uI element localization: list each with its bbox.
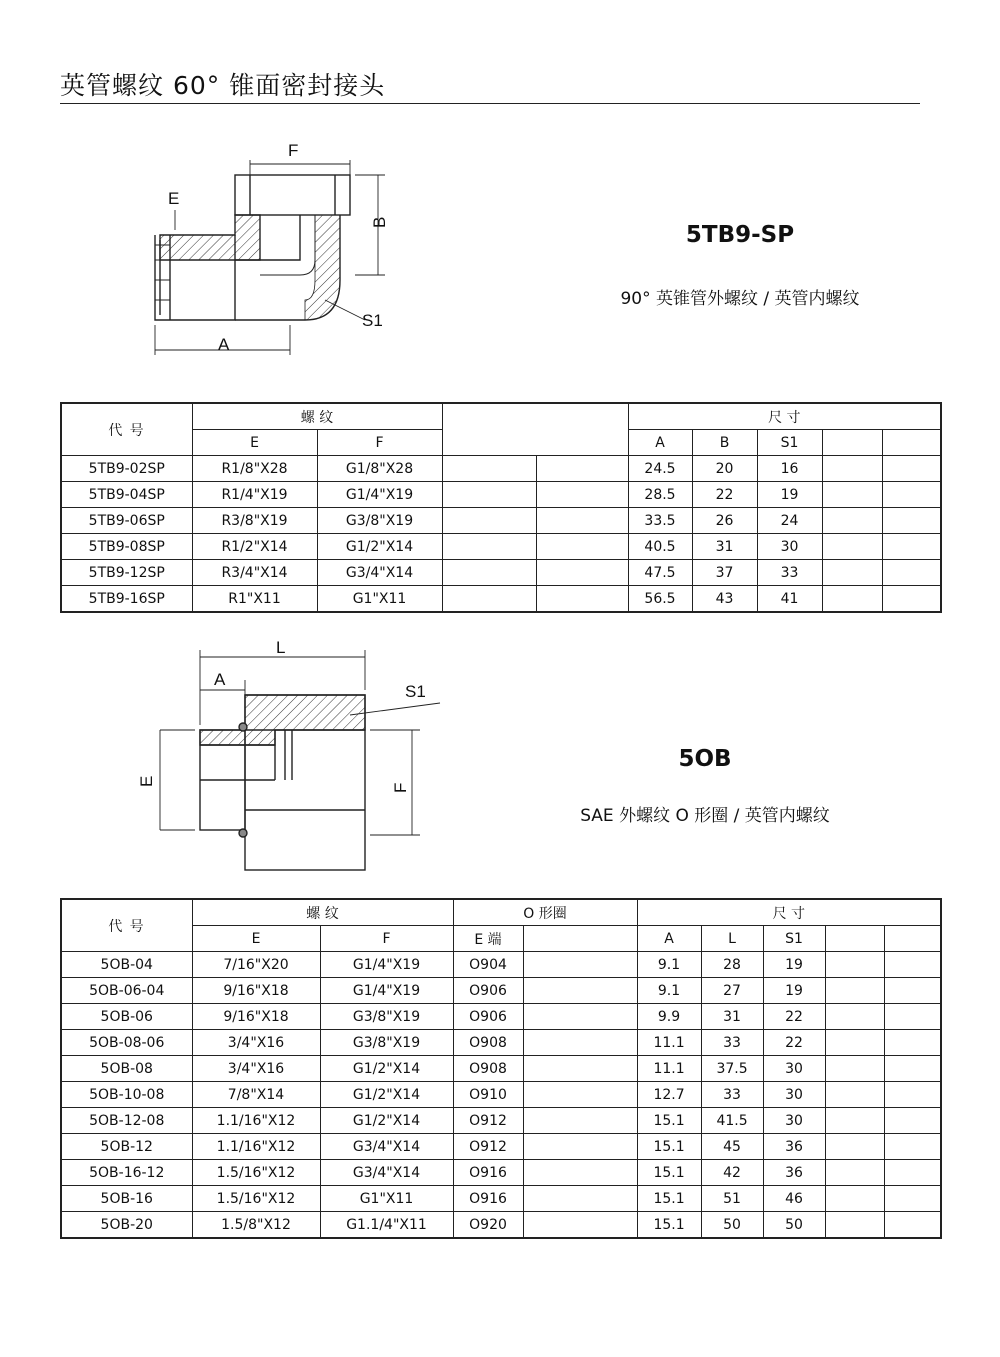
cell-oring: O920	[453, 1212, 523, 1239]
cell-e: 1.5/16"X12	[192, 1160, 320, 1186]
cell-a: 33.5	[628, 508, 692, 534]
cell-f: G1.1/4"X11	[320, 1212, 453, 1239]
col-header-e-end: E 端	[453, 926, 523, 952]
col-header-f: F	[320, 926, 453, 952]
cell-oring: O906	[453, 978, 523, 1004]
cell-a: 11.1	[637, 1056, 701, 1082]
cell-e: R1/4"X19	[192, 482, 317, 508]
cell-f: G3/8"X19	[320, 1004, 453, 1030]
table-row	[61, 1030, 941, 1056]
cell-s1: 22	[763, 1030, 825, 1056]
table-row	[61, 1212, 941, 1239]
cell-oring: O906	[453, 1004, 523, 1030]
code-header: 代 号	[61, 403, 192, 456]
cell-code: 5OB-10-08	[61, 1082, 192, 1108]
cell-f: G1/4"X19	[320, 978, 453, 1004]
cell-code: 5TB9-06SP	[61, 508, 192, 534]
cell-f: G3/8"X19	[317, 508, 442, 534]
cell-f: G1/2"X14	[320, 1108, 453, 1134]
cell-s1: 36	[763, 1134, 825, 1160]
cell-s1: 22	[763, 1004, 825, 1030]
cell-a: 15.1	[637, 1186, 701, 1212]
dim-b-label: B	[370, 216, 389, 228]
table-row	[61, 1108, 941, 1134]
table-row	[61, 586, 941, 613]
cell-f: G3/4"X14	[320, 1134, 453, 1160]
cell-f: G3/8"X19	[320, 1030, 453, 1056]
empty-header	[442, 403, 628, 456]
cell-e: 9/16"X18	[192, 1004, 320, 1030]
cell-e: R1/8"X28	[192, 456, 317, 482]
cell-a: 28.5	[628, 482, 692, 508]
cell-code: 5OB-16-12	[61, 1160, 192, 1186]
cell-code: 5OB-16	[61, 1186, 192, 1212]
cell-a: 15.1	[637, 1108, 701, 1134]
cell-oring: O908	[453, 1056, 523, 1082]
cell-oring: O916	[453, 1186, 523, 1212]
table-row	[61, 560, 941, 586]
cell-l: 28	[701, 952, 763, 978]
col-header-f: F	[317, 430, 442, 456]
cell-oring: O916	[453, 1160, 523, 1186]
cell-code: 5TB9-16SP	[61, 586, 192, 613]
size-header: 尺 寸	[637, 899, 941, 926]
cell-e: 7/16"X20	[192, 952, 320, 978]
col-header-e: E	[192, 926, 320, 952]
cell-code: 5TB9-12SP	[61, 560, 192, 586]
cell-e: 1.5/8"X12	[192, 1212, 320, 1239]
cell-f: G1/4"X19	[320, 952, 453, 978]
cell-s1: 46	[763, 1186, 825, 1212]
cell-f: G1/2"X14	[317, 534, 442, 560]
cell-b: 20	[692, 456, 757, 482]
cell-code: 5OB-06	[61, 1004, 192, 1030]
adapter-fitting-drawing	[130, 635, 450, 875]
cell-a: 9.1	[637, 952, 701, 978]
dim-s1-label: S1	[362, 311, 383, 330]
model-name-5ob: 5OB	[678, 746, 732, 772]
cell-l: 33	[701, 1030, 763, 1056]
cell-a: 11.1	[637, 1030, 701, 1056]
cell-a: 15.1	[637, 1134, 701, 1160]
cell-oring: O912	[453, 1108, 523, 1134]
dim-a-label: A	[214, 670, 226, 689]
cell-s1: 19	[763, 952, 825, 978]
cell-a: 24.5	[628, 456, 692, 482]
cell-f: G1"X11	[317, 586, 442, 613]
elbow-fitting-drawing	[140, 140, 410, 365]
dim-f-label: F	[288, 141, 299, 160]
cell-l: 50	[701, 1212, 763, 1239]
table-row	[61, 952, 941, 978]
cell-a: 40.5	[628, 534, 692, 560]
cell-s1: 19	[763, 978, 825, 1004]
table-row	[61, 1056, 941, 1082]
cell-e: 9/16"X18	[192, 978, 320, 1004]
table-row	[61, 508, 941, 534]
cell-l: 42	[701, 1160, 763, 1186]
cell-l: 33	[701, 1082, 763, 1108]
cell-f: G3/4"X14	[317, 560, 442, 586]
cell-a: 12.7	[637, 1082, 701, 1108]
cell-e: R1/2"X14	[192, 534, 317, 560]
cell-code: 5OB-12	[61, 1134, 192, 1160]
dim-s1-label: S1	[405, 682, 426, 701]
cell-oring: O912	[453, 1134, 523, 1160]
spec-table-5ob	[60, 898, 942, 1239]
dim-f-label: F	[391, 782, 410, 793]
col-header-l: L	[701, 926, 763, 952]
cell-b: 37	[692, 560, 757, 586]
cell-f: G3/4"X14	[320, 1160, 453, 1186]
table-row	[61, 482, 941, 508]
col-header-b: B	[692, 430, 757, 456]
col-header-s1: S1	[763, 926, 825, 952]
cell-f: G1/2"X14	[320, 1056, 453, 1082]
cell-s1: 24	[757, 508, 822, 534]
cell-s1: 36	[763, 1160, 825, 1186]
thread-header: 螺 纹	[192, 403, 442, 430]
cell-s1: 16	[757, 456, 822, 482]
cell-a: 15.1	[637, 1212, 701, 1239]
cell-e: 1.1/16"X12	[192, 1108, 320, 1134]
cell-a: 9.9	[637, 1004, 701, 1030]
table-row	[61, 1186, 941, 1212]
cell-l: 27	[701, 978, 763, 1004]
table-row	[61, 978, 941, 1004]
cell-e: 7/8"X14	[192, 1082, 320, 1108]
dim-e-label: E	[137, 775, 156, 787]
cell-e: 3/4"X16	[192, 1056, 320, 1082]
cell-e: R3/4"X14	[192, 560, 317, 586]
cell-s1: 41	[757, 586, 822, 613]
cell-l: 45	[701, 1134, 763, 1160]
col-header-s1: S1	[757, 430, 822, 456]
cell-b: 43	[692, 586, 757, 613]
cell-e: R3/8"X19	[192, 508, 317, 534]
table-row	[61, 456, 941, 482]
cell-f: G1/8"X28	[317, 456, 442, 482]
cell-b: 26	[692, 508, 757, 534]
dim-e-label: E	[168, 189, 180, 208]
cell-a: 9.1	[637, 978, 701, 1004]
model-name-5tb9sp: 5TB9-SP	[685, 222, 795, 248]
cell-code: 5OB-04	[61, 952, 192, 978]
cell-code: 5TB9-02SP	[61, 456, 192, 482]
cell-a: 56.5	[628, 586, 692, 613]
cell-code: 5TB9-04SP	[61, 482, 192, 508]
table-row	[61, 1160, 941, 1186]
cell-code: 5OB-20	[61, 1212, 192, 1239]
cell-l: 41.5	[701, 1108, 763, 1134]
col-header-e: E	[192, 430, 317, 456]
cell-e: 3/4"X16	[192, 1030, 320, 1056]
cell-oring: O908	[453, 1030, 523, 1056]
cell-e: 1.1/16"X12	[192, 1134, 320, 1160]
cell-code: 5OB-06-04	[61, 978, 192, 1004]
table-row	[61, 1004, 941, 1030]
cell-code: 5OB-08	[61, 1056, 192, 1082]
cell-f: G1/4"X19	[317, 482, 442, 508]
cell-s1: 33	[757, 560, 822, 586]
cell-e: 1.5/16"X12	[192, 1186, 320, 1212]
model-description-5tb9sp: 90° 英锥管外螺纹 / 英管内螺纹	[620, 289, 860, 309]
cell-l: 51	[701, 1186, 763, 1212]
cell-a: 47.5	[628, 560, 692, 586]
thread-header: 螺 纹	[192, 899, 453, 926]
cell-oring: O904	[453, 952, 523, 978]
cell-f: G1/2"X14	[320, 1082, 453, 1108]
cell-s1: 30	[763, 1082, 825, 1108]
cell-l: 37.5	[701, 1056, 763, 1082]
cell-e: R1"X11	[192, 586, 317, 613]
cell-s1: 30	[763, 1108, 825, 1134]
spec-table-5tb9sp	[60, 402, 942, 613]
model-description-5ob: SAE 外螺纹 O 形圈 / 英管内螺纹	[580, 806, 830, 826]
table-row	[61, 534, 941, 560]
cell-s1: 30	[757, 534, 822, 560]
dim-l-label: L	[276, 638, 286, 657]
col-header-a: A	[637, 926, 701, 952]
cell-l: 31	[701, 1004, 763, 1030]
cell-b: 31	[692, 534, 757, 560]
size-header: 尺 寸	[628, 403, 941, 430]
cell-s1: 19	[757, 482, 822, 508]
cell-s1: 50	[763, 1212, 825, 1239]
cell-a: 15.1	[637, 1160, 701, 1186]
page-title: 英管螺纹 60° 锥面密封接头	[60, 71, 386, 100]
cell-b: 22	[692, 482, 757, 508]
cell-code: 5TB9-08SP	[61, 534, 192, 560]
cell-s1: 30	[763, 1056, 825, 1082]
cell-oring: O910	[453, 1082, 523, 1108]
table-row	[61, 1082, 941, 1108]
col-header-a: A	[628, 430, 692, 456]
dim-a-label: A	[218, 335, 230, 354]
title-divider	[60, 103, 920, 104]
cell-code: 5OB-12-08	[61, 1108, 192, 1134]
table-row	[61, 1134, 941, 1160]
code-header: 代 号	[61, 899, 192, 952]
oring-header: O 形圈	[453, 899, 637, 926]
cell-code: 5OB-08-06	[61, 1030, 192, 1056]
cell-f: G1"X11	[320, 1186, 453, 1212]
